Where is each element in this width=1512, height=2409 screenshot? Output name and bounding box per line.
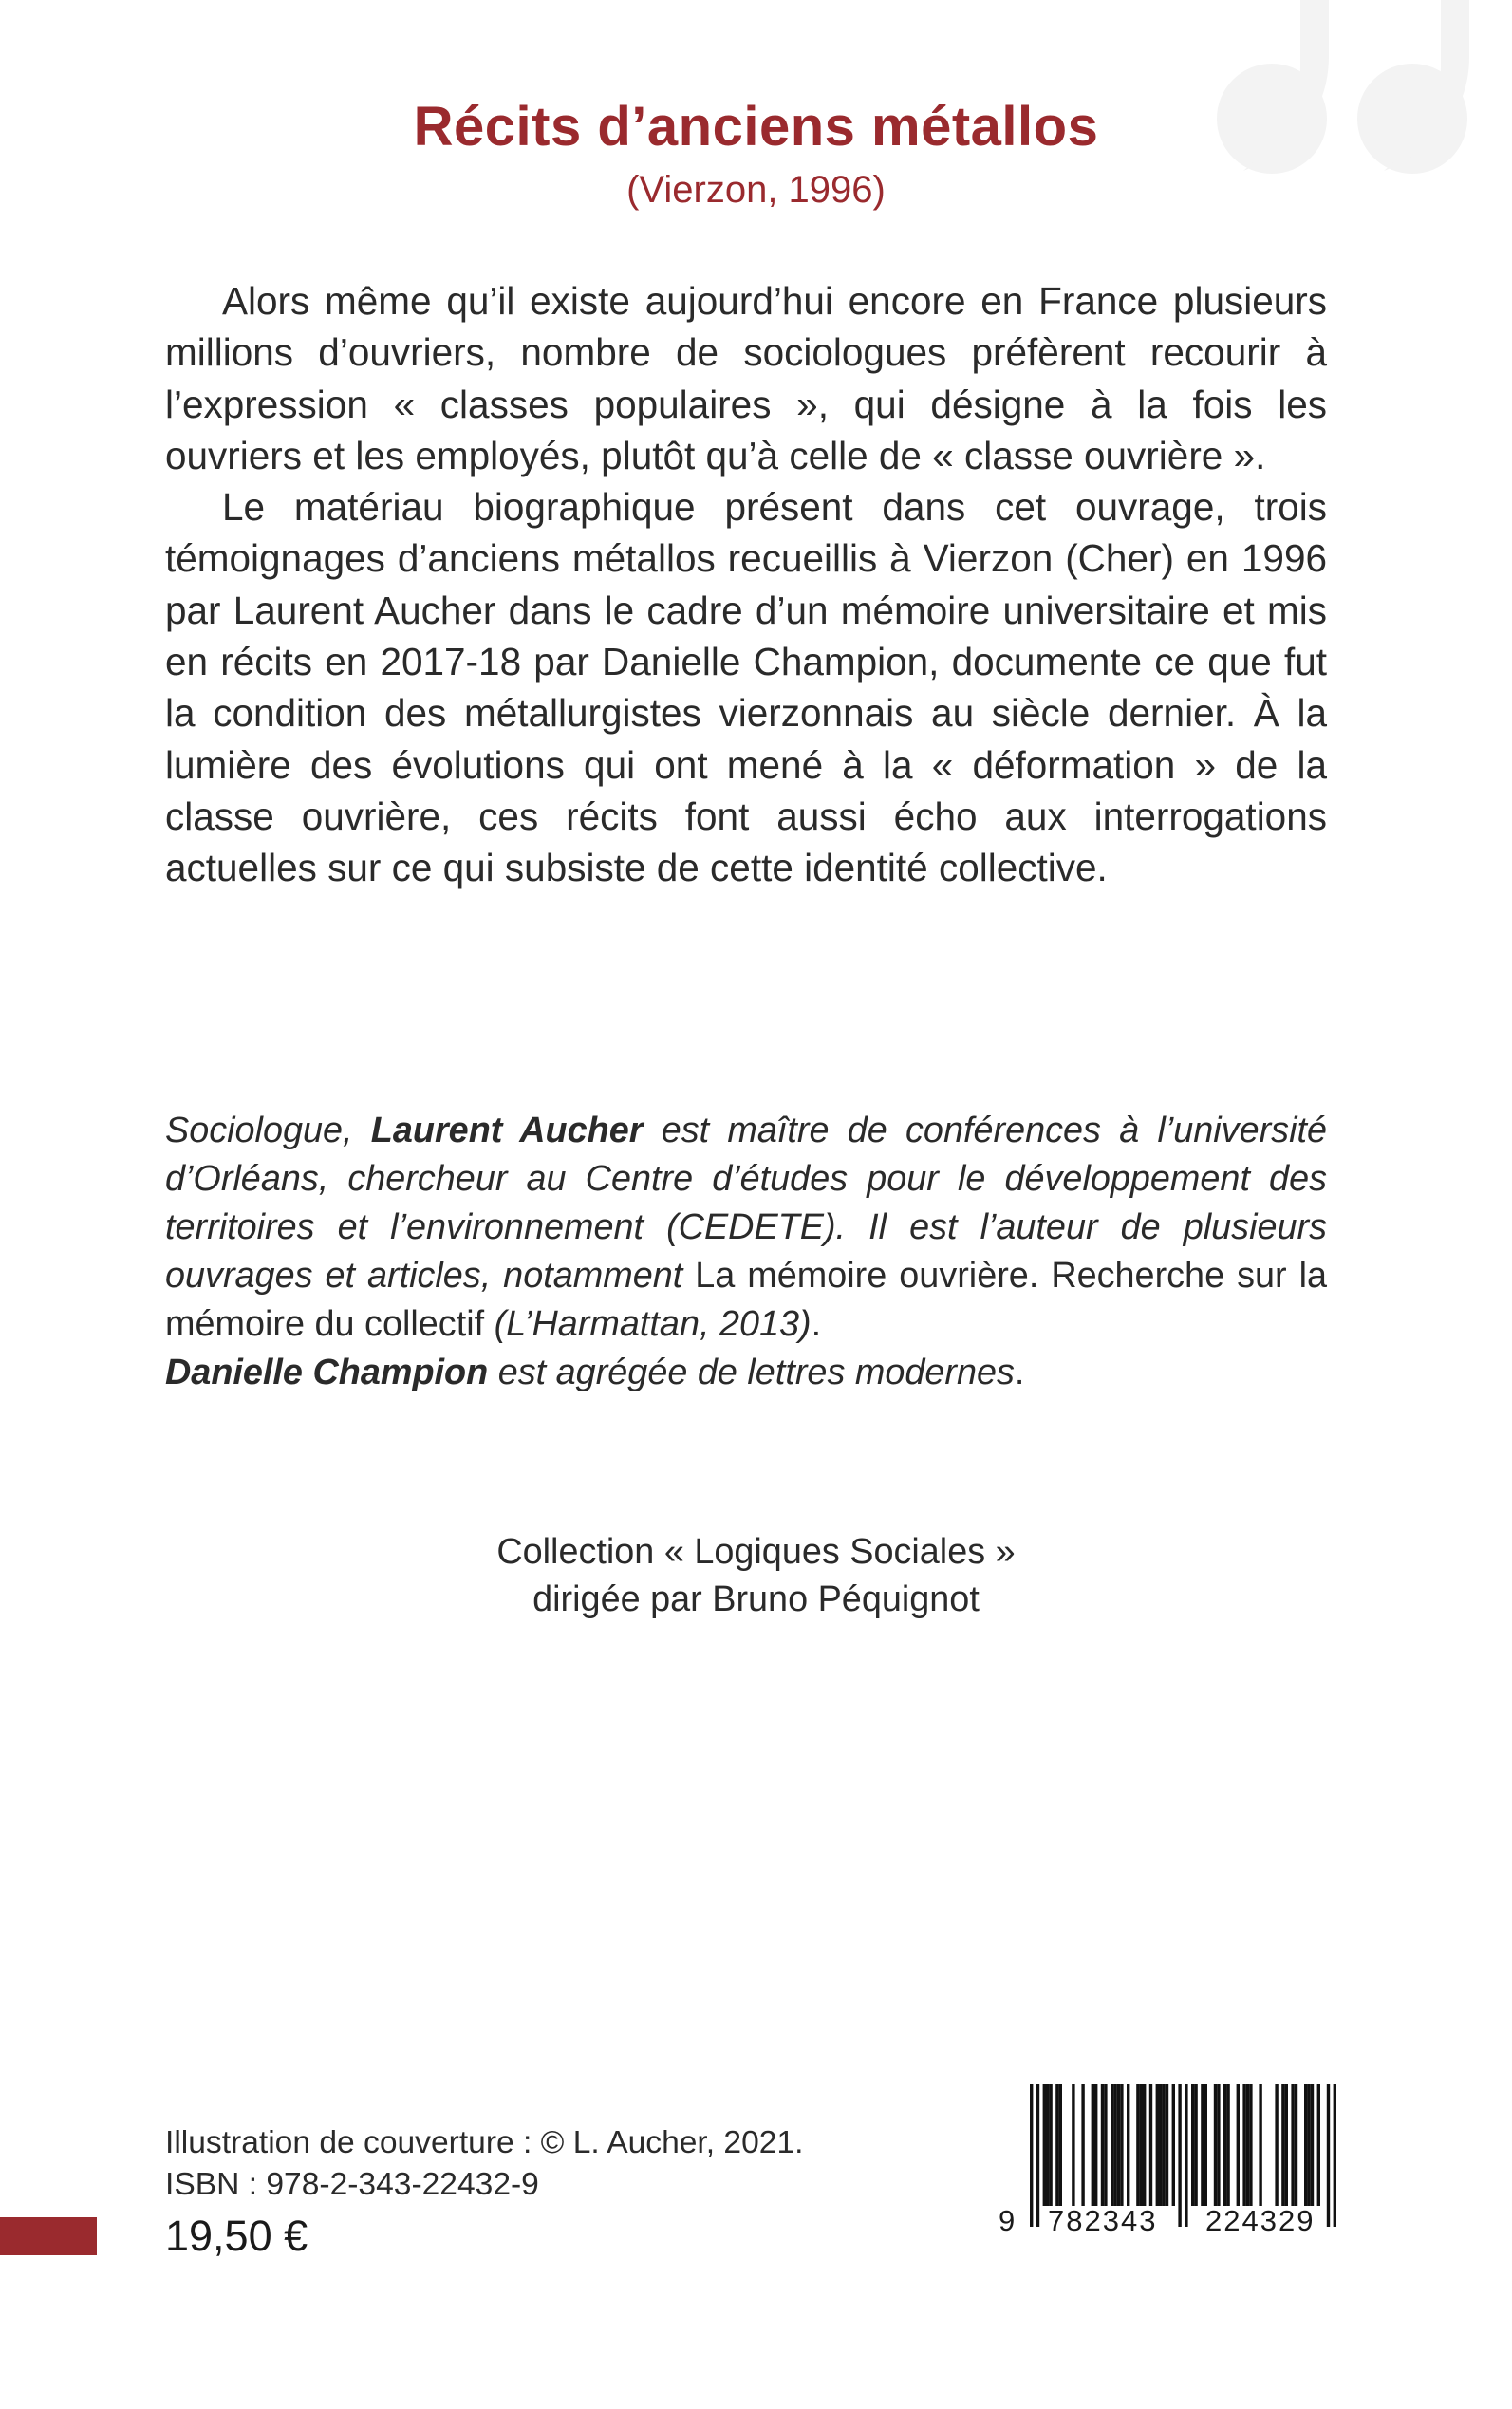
barcode-bar: [1334, 2084, 1336, 2227]
barcode-bar: [1036, 2084, 1039, 2227]
barcode-bar: [1143, 2084, 1146, 2206]
barcode-bar: [1049, 2084, 1052, 2206]
illustration-credit: Illustration de couverture : © L. Aucher, 2021.: [165, 2125, 804, 2160]
barcode-bar: [1059, 2084, 1062, 2206]
barcode-bar: [1092, 2084, 1094, 2206]
barcode-bar: [1291, 2084, 1294, 2206]
collection-info: [0, 1528, 1512, 1623]
barcode-bar: [1072, 2084, 1074, 2206]
barcode-bar: [1117, 2084, 1120, 2206]
bio-book-title: La mémoire ouvrière. Recherche sur la mémoire du collectif: [165, 1256, 1327, 1344]
summary-text: [165, 275, 1327, 894]
bio-aucher-text: est maître de conférences à l’université d’Orléans, chercheur au Centre d’études pour le développement des territoires et l’environnement (CEDETE). Il est l’auteur de plusieurs ouvrages et articles, notamment: [165, 1111, 1328, 1296]
barcode-bar: [1127, 2084, 1129, 2206]
barcode-bar: [1317, 2084, 1320, 2206]
isbn: ISBN : 978-2-343-22432-9: [165, 2167, 539, 2202]
collection-name: Collection « Logiques Sociales »: [496, 1532, 1016, 1572]
barcode-bar: [1166, 2084, 1168, 2206]
barcode-bar: [1030, 2084, 1033, 2227]
barcode-bar: [1295, 2084, 1297, 2206]
price: 19,50 €: [165, 2212, 308, 2260]
barcode-bar: [1101, 2084, 1104, 2206]
barcode-bar: [1081, 2084, 1084, 2206]
barcode-bar: [1055, 2084, 1058, 2206]
barcode-bar: [1149, 2084, 1152, 2206]
barcode-bar: [1162, 2084, 1165, 2206]
barcode-digit-first: 9: [999, 2204, 1016, 2237]
barcode-bar: [1214, 2084, 1217, 2206]
barcode-bar: [1094, 2084, 1097, 2206]
barcode-bar: [1043, 2084, 1046, 2206]
barcode-bar: [1242, 2084, 1245, 2206]
bio-champion-text: est agrégée de lettres modernes: [488, 1353, 1015, 1392]
barcode-bar: [1307, 2084, 1310, 2206]
barcode-bar: [1046, 2084, 1049, 2206]
barcode-bar: [1275, 2084, 1278, 2206]
author-name-aucher: Laurent Aucher: [370, 1111, 644, 1150]
barcode-bar: [1113, 2084, 1116, 2206]
barcode-bar: [1226, 2084, 1229, 2206]
barcode-bar: [1285, 2084, 1288, 2206]
author-bio: [165, 1107, 1327, 1397]
barcode-bar: [1204, 2084, 1207, 2206]
barcode-bar: [1111, 2084, 1113, 2206]
barcode-bar: [1159, 2084, 1162, 2206]
barcode-bar: [1120, 2084, 1123, 2206]
barcode-bar: [1194, 2084, 1197, 2206]
book-title: Récits d’anciens métallos: [413, 96, 1099, 158]
bio-book-ref: (L’Harmattan, 2013): [484, 1304, 812, 1344]
barcode-bar: [1281, 2084, 1284, 2206]
bio-period-2: .: [1014, 1353, 1025, 1392]
barcode-bar: [1217, 2084, 1220, 2206]
barcode-bar: [1223, 2084, 1226, 2206]
barcode-bar: [1172, 2084, 1175, 2206]
barcode-bar: [1249, 2084, 1252, 2206]
bio-period: .: [811, 1304, 822, 1344]
barcode-group-left: 782343: [1048, 2204, 1158, 2237]
collection-director: dirigée par Bruno Péquignot: [532, 1579, 980, 1619]
bio-intro: Sociologue,: [165, 1111, 371, 1150]
barcode-bar: [1185, 2084, 1187, 2227]
barcode-bar: [1311, 2084, 1314, 2206]
book-subtitle: (Vierzon, 1996): [626, 169, 886, 211]
barcode-bar: [1246, 2084, 1249, 2206]
barcode-bar: [1178, 2084, 1181, 2227]
barcode-bar: [1201, 2084, 1204, 2206]
barcode-bar: [1104, 2084, 1107, 2206]
barcode-bar: [1327, 2084, 1330, 2227]
barcode-bar: [1237, 2084, 1240, 2206]
barcode-bar: [1140, 2084, 1143, 2206]
accent-bar: [0, 2217, 97, 2255]
barcode-group-right: 224329: [1205, 2204, 1316, 2237]
summary-paragraph-1: Alors même qu’il existe aujourd’hui encore en France plusieurs millions d’ouvriers, nombre de sociologues préfèrent recourir à l’expression « classes populaires », qui désigne à la fois les ouvriers et les employés, plutôt qu’à celle de « classe ouvrière ».: [165, 279, 1327, 477]
author-name-champion: Danielle Champion: [165, 1353, 489, 1392]
barcode-bar: [1191, 2084, 1194, 2206]
barcode-bar: [1259, 2084, 1261, 2206]
publication-info: [165, 2122, 803, 2206]
barcode-bar: [1156, 2084, 1159, 2206]
barcode-bar: [1136, 2084, 1139, 2206]
summary-paragraph-2: Le matériau biographique présent dans cet ouvrage, trois témoignages d’anciens métallos recueillis à Vierzon (Cher) en 1996 par Laurent Aucher dans le cadre d’un mémoire universitaire et mis en récits en 2017-18 par Danielle Champion, documente ce que fut la condition des métallurgistes vierzonnais au siècle dernier. À la lumière des évolutions qui ont mené à la « déformation » de la classe ouvrière, ces récits font aussi écho aux interrogations actuelles sur ce qui subsiste de cette identité collective.: [165, 485, 1327, 890]
barcode-bar: [1304, 2084, 1307, 2206]
